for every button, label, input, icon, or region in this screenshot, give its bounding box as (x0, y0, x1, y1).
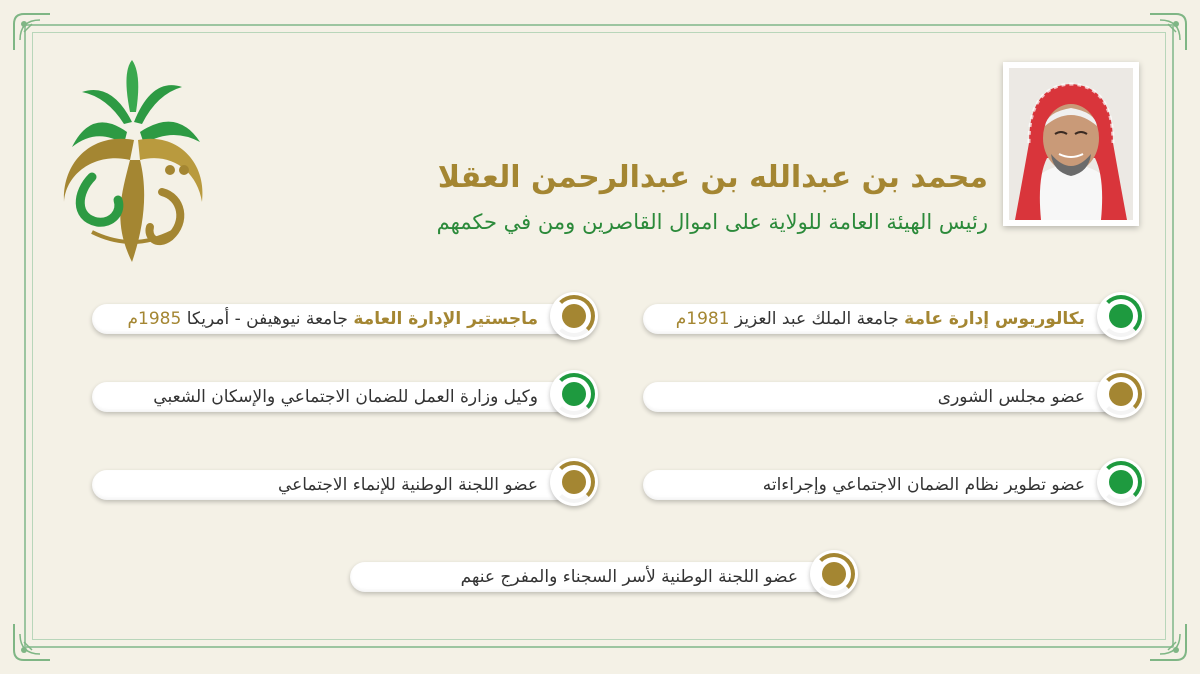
item-pill (643, 470, 1121, 500)
item-text: وكيل وزارة العمل للضمان الاجتماعي والإسكان الشعبي (153, 387, 538, 407)
item-pill (92, 382, 574, 412)
list-item (92, 378, 598, 414)
corner-ornament-icon (1146, 10, 1190, 54)
list-item (92, 466, 598, 502)
list-item (92, 300, 598, 336)
list-item (643, 378, 1145, 414)
item-year: 1985م (127, 309, 182, 329)
item-text: عضو تطوير نظام الضمان الاجتماعي وإجراءاته (762, 475, 1085, 495)
item-pill (643, 304, 1121, 334)
item-pill (92, 470, 574, 500)
gold-bullet-icon (810, 550, 858, 598)
item-institution: جامعة نيوهيفن - أمريكا (181, 309, 354, 329)
item-text: عضو اللجنة الوطنية للإنماء الاجتماعي (277, 475, 538, 495)
green-bullet-icon (1097, 458, 1145, 506)
palm-calligraphy-logo-icon (52, 52, 212, 272)
person-name: محمد بن عبدالله بن عبدالرحمن العقلا (437, 160, 988, 195)
gold-bullet-icon (550, 292, 598, 340)
list-item (643, 300, 1145, 336)
item-text: عضو مجلس الشورى (937, 387, 1085, 407)
green-bullet-icon (550, 370, 598, 418)
item-text: عضو اللجنة الوطنية لأسر السجناء والمفرج عنهم (460, 567, 798, 587)
person-portrait-icon (1009, 68, 1133, 220)
item-institution: جامعة الملك عبد العزيز (729, 309, 905, 329)
item-text (676, 309, 1085, 329)
green-bullet-icon (1097, 292, 1145, 340)
list-item (350, 558, 858, 594)
corner-ornament-icon (10, 620, 54, 664)
corner-ornament-icon (1146, 620, 1190, 664)
item-pill (643, 382, 1121, 412)
list-item (643, 466, 1145, 502)
item-pill (350, 562, 834, 592)
portrait-photo (1003, 62, 1139, 226)
gold-bullet-icon (1097, 370, 1145, 418)
item-year: 1981م (675, 309, 730, 329)
item-text (128, 309, 539, 329)
gold-bullet-icon (550, 458, 598, 506)
item-degree: ماجستير الإدارة العامة (353, 309, 538, 329)
item-degree: بكالوريوس إدارة عامة (904, 309, 1085, 329)
person-position: رئيس الهيئة العامة للولاية على اموال القاصرين ومن في حكمهم (436, 210, 988, 234)
item-pill (92, 304, 574, 334)
corner-ornament-icon (10, 10, 54, 54)
